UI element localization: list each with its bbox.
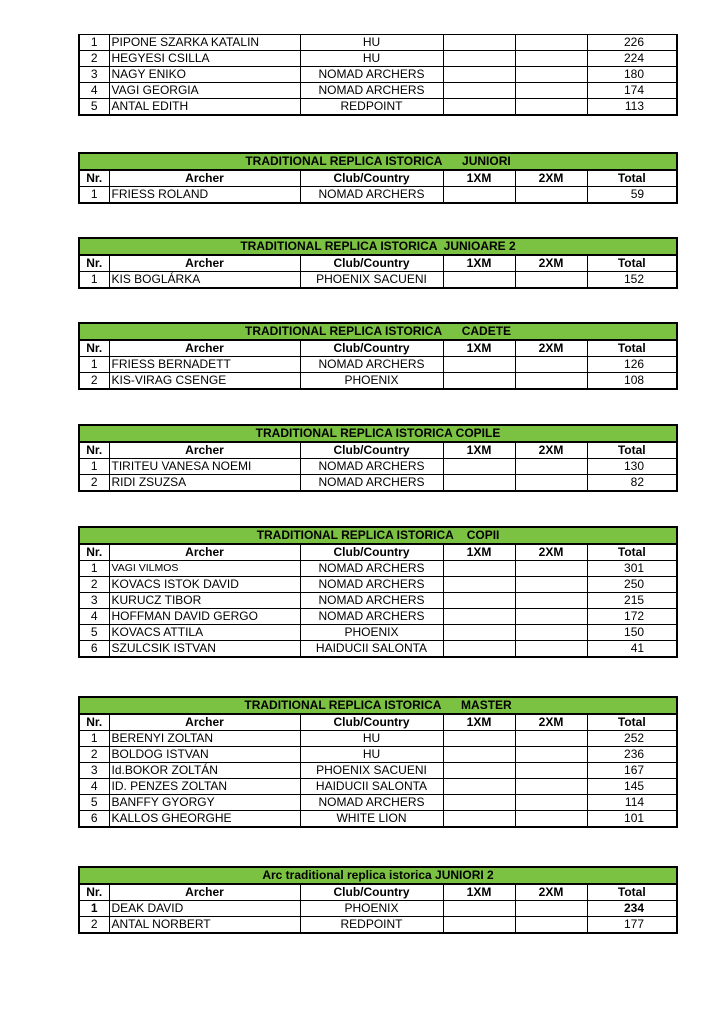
header-row <box>79 170 677 187</box>
score-2xm-cell <box>515 561 587 577</box>
table-row <box>79 917 677 934</box>
rank-cell: 3 <box>79 763 109 779</box>
header-archer: Archer <box>109 255 300 272</box>
rank-cell: 4 <box>79 609 109 625</box>
club-cell: HAIDUCII SALONTA <box>300 779 443 795</box>
archer-name-cell: FRIESS BERNADETT <box>109 357 300 373</box>
table-row <box>79 459 677 475</box>
table-row <box>79 272 677 289</box>
club-cell: NOMAD ARCHERS <box>300 357 443 373</box>
table-row <box>79 779 677 795</box>
header-nr: Nr. <box>79 544 109 561</box>
total-score-cell: 59 <box>587 187 677 204</box>
total-score-cell: 301 <box>587 561 677 577</box>
total-score-cell: 113 <box>587 99 677 116</box>
archer-name-cell: ID. PENZES ZOLTAN <box>109 779 300 795</box>
archer-name-cell: KIS-VIRAG CSENGE <box>109 373 300 390</box>
score-2xm-cell <box>515 641 587 658</box>
table-row <box>79 763 677 779</box>
header-row <box>79 255 677 272</box>
total-score-cell: 145 <box>587 779 677 795</box>
category-title-row <box>79 867 677 884</box>
club-cell: NOMAD ARCHERS <box>300 593 443 609</box>
category-title-row <box>79 238 677 255</box>
club-cell: HU <box>300 747 443 763</box>
rank-cell: 1 <box>79 731 109 747</box>
total-score-cell: 101 <box>587 811 677 828</box>
score-1xm-cell <box>443 272 515 289</box>
rank-cell: 6 <box>79 641 109 658</box>
rank-cell: 5 <box>79 795 109 811</box>
club-cell: PHOENIX SACUENI <box>300 272 443 289</box>
score-2xm-cell <box>515 83 587 99</box>
club-cell: NOMAD ARCHERS <box>300 475 443 492</box>
header-xm2: 2XM <box>515 442 587 459</box>
category-title: Arc traditional replica istorica JUNIORI 2 <box>79 867 677 884</box>
results-table-cadete <box>78 322 678 390</box>
rank-cell: 2 <box>79 577 109 593</box>
score-2xm-cell <box>515 625 587 641</box>
category-title-row <box>79 527 677 544</box>
archer-name-cell: TIRITEU VANESA NOEMI <box>109 459 300 475</box>
rank-cell: 2 <box>79 373 109 390</box>
club-cell: NOMAD ARCHERS <box>300 67 443 83</box>
header-xm2: 2XM <box>515 884 587 901</box>
results-table-juniori-2 <box>78 866 678 934</box>
table-row <box>79 373 677 390</box>
header-xm2: 2XM <box>515 714 587 731</box>
header-xm2: 2XM <box>515 340 587 357</box>
score-2xm-cell <box>515 609 587 625</box>
header-xm1: 1XM <box>443 544 515 561</box>
table-row <box>79 731 677 747</box>
total-score-cell: 126 <box>587 357 677 373</box>
header-nr: Nr. <box>79 340 109 357</box>
total-score-cell: 152 <box>587 272 677 289</box>
total-score-cell: 130 <box>587 459 677 475</box>
club-cell: REDPOINT <box>300 99 443 116</box>
rank-cell: 1 <box>79 272 109 289</box>
header-nr: Nr. <box>79 714 109 731</box>
score-2xm-cell <box>515 901 587 917</box>
table-row <box>79 577 677 593</box>
score-1xm-cell <box>443 35 515 51</box>
table-row <box>79 475 677 492</box>
total-score-cell: 167 <box>587 763 677 779</box>
club-cell: PHOENIX <box>300 373 443 390</box>
table-row <box>79 35 677 51</box>
score-1xm-cell <box>443 917 515 934</box>
archer-name-cell: HOFFMAN DAVID GERGO <box>109 609 300 625</box>
table-row <box>79 51 677 67</box>
club-cell: NOMAD ARCHERS <box>300 83 443 99</box>
archer-name-cell: NAGY ENIKO <box>109 67 300 83</box>
header-xm1: 1XM <box>443 340 515 357</box>
rank-cell: 1 <box>79 561 109 577</box>
archer-name-cell: BANFFY GYORGY <box>109 795 300 811</box>
archer-name-cell: KALLOS GHEORGHE <box>109 811 300 828</box>
total-score-cell: 177 <box>587 917 677 934</box>
score-2xm-cell <box>515 779 587 795</box>
table-row <box>79 357 677 373</box>
total-score-cell: 226 <box>587 35 677 51</box>
club-cell: HU <box>300 35 443 51</box>
score-2xm-cell <box>515 475 587 492</box>
results-table-juniori <box>78 152 678 204</box>
category-title: TRADITIONAL REPLICA ISTORICA COPILE <box>79 425 677 442</box>
rank-cell: 2 <box>79 747 109 763</box>
score-2xm-cell <box>515 747 587 763</box>
score-2xm-cell <box>515 593 587 609</box>
rank-cell: 5 <box>79 99 109 116</box>
header-total: Total <box>587 442 677 459</box>
header-archer: Archer <box>109 442 300 459</box>
header-archer: Archer <box>109 714 300 731</box>
score-2xm-cell <box>515 35 587 51</box>
category-title-row <box>79 153 677 170</box>
total-score-cell: 234 <box>587 901 677 917</box>
total-score-cell: 250 <box>587 577 677 593</box>
total-score-cell: 224 <box>587 51 677 67</box>
score-1xm-cell <box>443 99 515 116</box>
header-archer: Archer <box>109 340 300 357</box>
club-cell: HU <box>300 51 443 67</box>
rank-cell: 2 <box>79 917 109 934</box>
header-club: Club/Country <box>300 544 443 561</box>
score-1xm-cell <box>443 357 515 373</box>
header-total: Total <box>587 714 677 731</box>
header-row <box>79 442 677 459</box>
score-1xm-cell <box>443 593 515 609</box>
club-cell: NOMAD ARCHERS <box>300 795 443 811</box>
table-row <box>79 187 677 204</box>
archer-name-cell: KOVACS ATTILA <box>109 625 300 641</box>
archer-name-cell: KURUCZ TIBOR <box>109 593 300 609</box>
rank-cell: 2 <box>79 51 109 67</box>
club-cell: PHOENIX <box>300 625 443 641</box>
score-1xm-cell <box>443 641 515 658</box>
results-table-junioare-2 <box>78 237 678 289</box>
club-cell: NOMAD ARCHERS <box>300 561 443 577</box>
score-1xm-cell <box>443 187 515 204</box>
rank-cell: 1 <box>79 357 109 373</box>
header-club: Club/Country <box>300 255 443 272</box>
score-1xm-cell <box>443 373 515 390</box>
club-cell: WHITE LION <box>300 811 443 828</box>
archer-name-cell: VAGI VILMOS <box>109 561 300 577</box>
score-1xm-cell <box>443 577 515 593</box>
score-2xm-cell <box>515 763 587 779</box>
total-score-cell: 150 <box>587 625 677 641</box>
score-2xm-cell <box>515 795 587 811</box>
header-archer: Archer <box>109 170 300 187</box>
table-row <box>79 593 677 609</box>
header-club: Club/Country <box>300 170 443 187</box>
score-1xm-cell <box>443 779 515 795</box>
club-cell: PHOENIX SACUENI <box>300 763 443 779</box>
archer-name-cell: ANTAL NORBERT <box>109 917 300 934</box>
rank-cell: 4 <box>79 779 109 795</box>
header-total: Total <box>587 170 677 187</box>
archer-name-cell: DEAK DAVID <box>109 901 300 917</box>
score-1xm-cell <box>443 561 515 577</box>
score-1xm-cell <box>443 747 515 763</box>
table-row <box>79 67 677 83</box>
score-1xm-cell <box>443 901 515 917</box>
category-title: TRADITIONAL REPLICA ISTORICA JUNIORI <box>79 153 677 170</box>
category-title: TRADITIONAL REPLICA ISTORICA COPII <box>79 527 677 544</box>
archer-name-cell: BERENYI ZOLTAN <box>109 731 300 747</box>
rank-cell: 6 <box>79 811 109 828</box>
score-2xm-cell <box>515 917 587 934</box>
header-club: Club/Country <box>300 714 443 731</box>
rank-cell: 1 <box>79 187 109 204</box>
table-row <box>79 747 677 763</box>
total-score-cell: 41 <box>587 641 677 658</box>
club-cell: NOMAD ARCHERS <box>300 459 443 475</box>
total-score-cell: 82 <box>587 475 677 492</box>
archer-name-cell: BOLDOG ISTVAN <box>109 747 300 763</box>
score-1xm-cell <box>443 609 515 625</box>
rank-cell: 1 <box>79 901 109 917</box>
rank-cell: 2 <box>79 475 109 492</box>
score-1xm-cell <box>443 763 515 779</box>
header-total: Total <box>587 544 677 561</box>
results-table-copii <box>78 526 678 658</box>
club-cell: NOMAD ARCHERS <box>300 577 443 593</box>
rank-cell: 1 <box>79 459 109 475</box>
rank-cell: 1 <box>79 35 109 51</box>
header-nr: Nr. <box>79 884 109 901</box>
results-table-master <box>78 696 678 828</box>
score-2xm-cell <box>515 67 587 83</box>
archer-name-cell: PIPONE SZARKA KATALIN <box>109 35 300 51</box>
header-xm2: 2XM <box>515 170 587 187</box>
score-2xm-cell <box>515 272 587 289</box>
score-2xm-cell <box>515 577 587 593</box>
category-title-row <box>79 323 677 340</box>
header-xm2: 2XM <box>515 255 587 272</box>
total-score-cell: 236 <box>587 747 677 763</box>
score-1xm-cell <box>443 811 515 828</box>
header-row <box>79 884 677 901</box>
total-score-cell: 114 <box>587 795 677 811</box>
score-1xm-cell <box>443 475 515 492</box>
header-xm1: 1XM <box>443 170 515 187</box>
archer-name-cell: VAGI GEORGIA <box>109 83 300 99</box>
total-score-cell: 215 <box>587 593 677 609</box>
score-1xm-cell <box>443 83 515 99</box>
header-xm1: 1XM <box>443 714 515 731</box>
score-2xm-cell <box>515 357 587 373</box>
header-total: Total <box>587 884 677 901</box>
header-club: Club/Country <box>300 442 443 459</box>
header-total: Total <box>587 340 677 357</box>
header-nr: Nr. <box>79 255 109 272</box>
table-row <box>79 811 677 828</box>
table-row <box>79 609 677 625</box>
rank-cell: 3 <box>79 593 109 609</box>
results-table-copile <box>78 424 678 492</box>
header-row <box>79 714 677 731</box>
score-2xm-cell <box>515 187 587 204</box>
header-nr: Nr. <box>79 442 109 459</box>
rank-cell: 5 <box>79 625 109 641</box>
archer-name-cell: KOVACS ISTOK DAVID <box>109 577 300 593</box>
rank-cell: 3 <box>79 67 109 83</box>
score-1xm-cell <box>443 731 515 747</box>
total-score-cell: 252 <box>587 731 677 747</box>
header-xm1: 1XM <box>443 255 515 272</box>
total-score-cell: 180 <box>587 67 677 83</box>
archer-name-cell: SZULCSIK ISTVAN <box>109 641 300 658</box>
club-cell: REDPOINT <box>300 917 443 934</box>
header-archer: Archer <box>109 884 300 901</box>
category-title: TRADITIONAL REPLICA ISTORICA MASTER <box>79 697 677 714</box>
header-club: Club/Country <box>300 340 443 357</box>
header-row <box>79 544 677 561</box>
total-score-cell: 108 <box>587 373 677 390</box>
score-2xm-cell <box>515 459 587 475</box>
category-title: TRADITIONAL REPLICA ISTORICA CADETE <box>79 323 677 340</box>
rank-cell: 4 <box>79 83 109 99</box>
header-archer: Archer <box>109 544 300 561</box>
club-cell: NOMAD ARCHERS <box>300 187 443 204</box>
score-1xm-cell <box>443 51 515 67</box>
category-title-row <box>79 425 677 442</box>
category-title-row <box>79 697 677 714</box>
score-1xm-cell <box>443 459 515 475</box>
category-title: TRADITIONAL REPLICA ISTORICA JUNIOARE 2 <box>79 238 677 255</box>
table-row <box>79 901 677 917</box>
table-row <box>79 641 677 658</box>
archer-name-cell: ANTAL EDITH <box>109 99 300 116</box>
archer-name-cell: RIDI ZSUZSA <box>109 475 300 492</box>
total-score-cell: 172 <box>587 609 677 625</box>
archer-name-cell: HEGYESI CSILLA <box>109 51 300 67</box>
archer-name-cell: FRIESS ROLAND <box>109 187 300 204</box>
score-1xm-cell <box>443 625 515 641</box>
club-cell: PHOENIX <box>300 901 443 917</box>
table-row <box>79 99 677 116</box>
header-xm1: 1XM <box>443 884 515 901</box>
score-2xm-cell <box>515 373 587 390</box>
club-cell: NOMAD ARCHERS <box>300 609 443 625</box>
score-1xm-cell <box>443 67 515 83</box>
table-row <box>79 795 677 811</box>
header-xm2: 2XM <box>515 544 587 561</box>
score-2xm-cell <box>515 731 587 747</box>
score-1xm-cell <box>443 795 515 811</box>
header-xm1: 1XM <box>443 442 515 459</box>
score-2xm-cell <box>515 51 587 67</box>
table-row <box>79 625 677 641</box>
table-row <box>79 561 677 577</box>
results-table-continued <box>78 34 678 116</box>
club-cell: HAIDUCII SALONTA <box>300 641 443 658</box>
archer-name-cell: Id.BOKOR ZOLTÁN <box>109 763 300 779</box>
score-2xm-cell <box>515 811 587 828</box>
header-row <box>79 340 677 357</box>
header-nr: Nr. <box>79 170 109 187</box>
archer-name-cell: KIS BOGLÁRKA <box>109 272 300 289</box>
header-club: Club/Country <box>300 884 443 901</box>
header-total: Total <box>587 255 677 272</box>
club-cell: HU <box>300 731 443 747</box>
table-row <box>79 83 677 99</box>
score-2xm-cell <box>515 99 587 116</box>
total-score-cell: 174 <box>587 83 677 99</box>
